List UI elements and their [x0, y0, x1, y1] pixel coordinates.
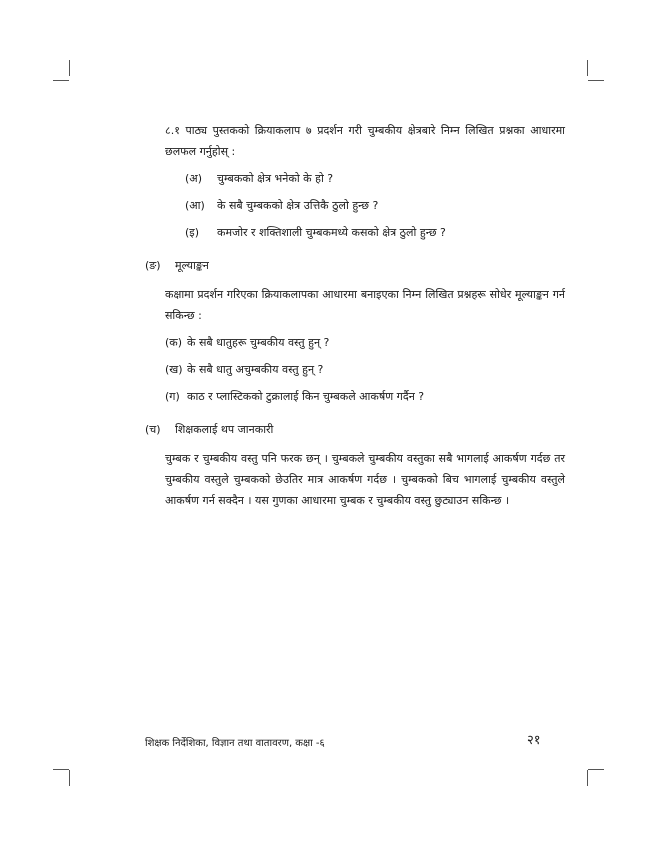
evaluation-intro: कक्षामा प्रदर्शन गरिएका क्रियाकलापका आधारमा बनाइएका निम्न लिखित प्रश्नहरू सोधेर मूल्याङ्कन गर्न सकिन्छ :	[165, 288, 565, 322]
sub-question	[185, 222, 565, 243]
crop-mark	[587, 770, 588, 786]
section-marker: (ङ)	[145, 259, 161, 272]
evaluation-heading	[145, 255, 565, 276]
sub-question	[185, 195, 565, 216]
question-text: के सबै धातु अचुम्बकीय वस्तु हुन् ?	[187, 363, 324, 376]
crop-mark	[588, 80, 604, 81]
evaluation-question	[165, 359, 565, 380]
question-marker: (ग)	[165, 390, 180, 403]
section-title: शिक्षकलाई थप जानकारी	[175, 423, 274, 436]
sub-question-text: के सबै चुम्बकको क्षेत्र उत्तिकै ठुलो हुन्छ ?	[217, 199, 379, 212]
question-number: ८.१	[165, 124, 180, 137]
page-number: २१	[527, 733, 541, 748]
sub-question-text: कमजोर र शक्तिशाली चुम्बकमध्ये कसको क्षेत्र ठुलो हुन्छ ?	[217, 226, 446, 239]
section-marker: (च)	[145, 423, 161, 436]
teacher-info-heading	[145, 419, 565, 440]
question-text: पाठ्य पुस्तकको क्रियाकलाप ७ प्रदर्शन गरी चुम्बकीय क्षेत्रबारे निम्न लिखित प्रश्नका आधारमा छलफल गर्नुहोस् :	[165, 124, 565, 158]
crop-mark	[53, 769, 69, 770]
crop-mark	[588, 769, 604, 770]
question-marker: (ख)	[165, 363, 183, 376]
evaluation-question	[165, 386, 565, 407]
teacher-info-paragraph: चुम्बक र चुम्बकीय वस्तु पनि फरक छन् । चुम्बकले चुम्बकीय वस्तुका सबै भागलाई आकर्षण गर्दछ तर चुम्बकीय वस्तुले चुम्बकको छेउतिर मात्र आकर्षण गर्दछ । चुम्बकको बिच भागलाई चुम्बकीय वस्तुले आकर्षण गर्न सक्दैन । यस गुणका आधारमा चुम्बक र चुम्बकीय वस्तु छुट्याउन सकिन्छ ।	[165, 452, 565, 507]
section-title: मूल्याङ्कन	[175, 259, 209, 272]
sub-question-marker: (अ)	[185, 172, 202, 185]
sub-question-text: चुम्बकको क्षेत्र भनेको के हो ?	[217, 172, 334, 185]
question-8-1	[165, 120, 565, 162]
crop-mark	[69, 770, 70, 786]
evaluation-question	[165, 332, 565, 353]
page-content	[145, 120, 565, 511]
crop-mark	[69, 60, 70, 76]
crop-mark	[587, 60, 588, 76]
question-marker: (क)	[165, 336, 183, 349]
sub-question-marker: (इ)	[185, 226, 199, 239]
question-text: काठ र प्लास्टिकको टुक्रालाई किन चुम्बकले आकर्षण गर्दैन ?	[187, 390, 425, 403]
sub-question-marker: (आ)	[185, 199, 205, 212]
footer-book-title: शिक्षक निर्देशिका, विज्ञान तथा वातावरण, कक्षा -६	[145, 738, 325, 749]
question-text: के सबै धातुहरू चुम्बकीय वस्तु हुन् ?	[187, 336, 330, 349]
crop-mark	[53, 80, 69, 81]
sub-question	[185, 168, 565, 189]
